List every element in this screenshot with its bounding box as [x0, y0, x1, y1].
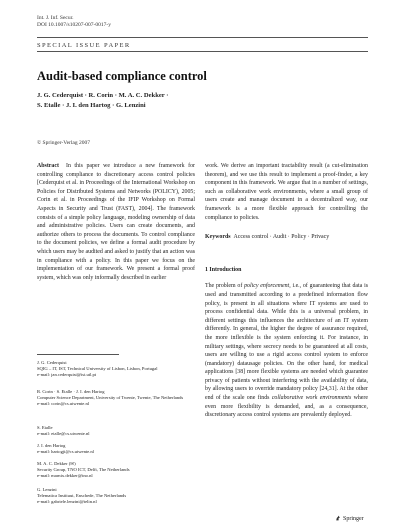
affiliation-email[interactable]: e-mail: jan.cederquist@ist.utl.pt: [37, 372, 97, 378]
author-list: [37, 91, 337, 111]
author-line-2: S. Etalle · J. I. den Hartog · G. Lenzini: [37, 102, 146, 109]
affiliation-text: SQIG – IT, IST, Technical University of Lisbon, Lisbon, Portugal: [37, 366, 158, 372]
springer-horse-icon: [335, 515, 341, 521]
intro-text: where even more flexibility is demanded, and, as a consequence, discretionary access control systems are prevalently deployed.: [205, 395, 368, 419]
intro-text: The problem of: [205, 283, 245, 290]
keywords-label: Keywords: [205, 234, 231, 241]
affiliation-3: [37, 425, 197, 437]
abstract: [37, 162, 195, 282]
affiliation-text: Security Group, TNO ICT, Delft, The Netherlands: [37, 467, 130, 473]
affiliation-5: [37, 461, 197, 480]
header-rule-bottom: [37, 51, 368, 52]
section-label: SPECIAL ISSUE PAPER: [37, 42, 131, 49]
journal-header: [37, 15, 111, 29]
affiliation-email[interactable]: e-mail: gabriele.lenzini@telin.nl: [37, 499, 97, 505]
affiliation-email[interactable]: e-mail: etalle@cs.utwente.nl: [37, 431, 90, 437]
abstract-label: Abstract: [37, 163, 59, 169]
affiliation-name: M. A. C. Dekker (✉): [37, 461, 76, 466]
affiliation-name: J. I. den Hartog: [37, 443, 66, 448]
introduction-paragraph: [205, 282, 368, 420]
copyright-notice: © Springer-Verlag 2007: [37, 140, 90, 146]
affiliation-text: Computer Science Department, University of Twente, Twente, The Netherlands: [37, 395, 184, 401]
author-line-1: J. G. Cederquist · R. Corin · M. A. C. Dekker ·: [37, 92, 169, 99]
abstract-body: In this paper we introduce a new framework for controlling compliance to discretionary access control policies [Cederquist et al. in Proceedings of the International Workshop on Policies for Distributed Systems and Networks (POLICY), 2005; Corin et al. in Proceedings of the IFIP Workshop on Formal Aspects in Security and Trust (FAST), 2004]. The framework consists of a simple policy language, modeling ownership of data and administrative policies. Users can create documents, and authorize others to process the documents. To control compliance to the document policies, we define a formal audit procedure by which users may be audited and asked to justify that an action was in compliance with a policy. In this paper we focus on the implementation of our framework. We present a formal proof system, which was only informally described in earlier: [37, 163, 195, 281]
affiliation-name: G. Lenzini: [37, 487, 57, 492]
affiliation-name: J. G. Cederquist: [37, 360, 67, 365]
affiliation-2: [37, 389, 197, 408]
affiliation-name: S. Etalle: [37, 425, 53, 430]
paper-title: Audit-based compliance control: [37, 69, 207, 83]
footnote-rule: [37, 354, 119, 355]
publisher-name: Springer: [343, 516, 364, 522]
intro-emphasis: collaborative work environments: [271, 395, 352, 402]
affiliation-email[interactable]: e-mail: corin@cs.utwente.nl: [37, 401, 90, 407]
left-column: [37, 162, 195, 282]
publisher-logo: [335, 515, 364, 522]
affiliation-email[interactable]: e-mail: marnix.dekker@tno.nl: [37, 473, 93, 479]
header-rule-top: [37, 37, 368, 38]
abstract-continuation: work. We derive an important tractability result (a cut-elimination theorem), and we use this result to implement a proof-finder, a key component in this framework. We argue that in a number of settings, such as collaborative work environments, where a small group of users create and manage document in a decentralized way, our framework is a more flexible approach for controlling the compliance to policies.: [205, 163, 368, 221]
keywords: [205, 233, 368, 242]
section-heading-introduction: 1 Introduction: [205, 266, 242, 273]
affiliation-4: [37, 443, 197, 455]
keywords-list: Access control · Audit · Policy · Privacy: [233, 234, 330, 241]
right-column: [205, 162, 368, 420]
affiliation-email[interactable]: e-mail: hartogji@cs.utwente.nl: [37, 449, 94, 455]
doi: DOI 10.1007/s10207-007-0017-y: [37, 22, 111, 28]
affiliation-name: R. Corin · S. Etalle · J. I. den Hartog: [37, 389, 105, 394]
intro-emphasis: policy enforcement: [244, 283, 290, 290]
affiliation-text: Telematica Instituut, Enschede, The Netherlands: [37, 493, 127, 499]
affiliation-1: [37, 360, 197, 379]
affiliation-6: [37, 487, 197, 506]
journal-name: Int. J. Inf. Secur.: [37, 15, 74, 21]
intro-text: , i.e., of guaranteeing that data is used and transmitted according to a predefined information flow policy, is present in all situations where IT systems are used to process confidential data. While this is a universal problem, in different settings this influences the architecture of an IT system differently. In general, the higher the degree of assurance required, the more inflexible is the system enforcing it. For instance, in military settings, where secrecy needs to be guaranteed at all costs, users are willing to use a rigid access control system to enforce (mandatory) datausage policies. On the other hand, for medical applications [38] more flexible systems are needed which guarantee privacy of patients without interfering with the availability of data, by allowing users to override mandatory policy [24,31]. At the other end of the scale one finds: [205, 283, 368, 402]
